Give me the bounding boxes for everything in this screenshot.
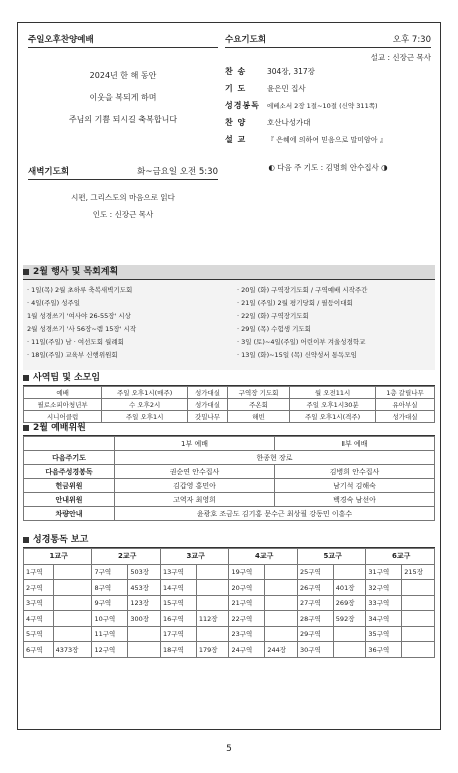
ministry-table [23,386,435,423]
events-section [23,265,435,370]
table-cell: 성가대실 [188,399,228,411]
order-key: 성경봉독 [225,101,260,110]
table-cell: 34구역 [366,611,402,627]
table-cell [265,564,298,580]
table-cell [128,642,161,658]
table-row [24,549,435,565]
event-item: · 21일 (주일) 2월 평기당회 / 필등이대회 [237,299,353,307]
table-cell: 453장 [128,580,161,596]
ministry-title: 사역팀 및 소모임 [33,373,101,383]
table-cell: 5구역 [24,626,54,642]
reading-section [23,533,435,658]
table-cell [402,595,435,611]
table-cell: 1층 갈릴나무 [376,387,435,399]
table-cell: 10구역 [92,611,128,627]
table-cell: 503장 [128,564,161,580]
table-cell [196,580,229,596]
table-header: 3교구 [160,549,228,565]
table-cell: 18구역 [160,642,196,658]
table-cell [265,611,298,627]
table-cell: 592장 [333,611,366,627]
table-row [24,580,435,596]
worship-title: 2월 예배위원 [33,423,86,433]
table-cell: 월 오전11시 [290,387,376,399]
table-cell: 244장 [265,642,298,658]
order-key: 기 도 [225,84,247,93]
worship-table [23,436,435,521]
events-list [23,280,435,370]
reading-table [23,548,435,658]
table-cell: 32구역 [366,580,402,596]
dawn-line-2: 인도 : 신장근 목사 [92,210,154,219]
table-cell: 수 오후2시 [102,399,188,411]
table-cell [196,564,229,580]
table-cell: 1구역 [24,564,54,580]
square-bullet-icon [23,425,29,431]
table-cell: 31구역 [366,564,402,580]
service-info [18,23,440,265]
afternoon-service [28,33,218,220]
square-bullet-icon [23,375,29,381]
table-header: 6교구 [366,549,435,565]
wednesday-time: 오후 7:30 [392,35,431,45]
table-cell: 3구역 [24,595,54,611]
table-cell: 9구역 [92,595,128,611]
dawn-header [28,165,218,180]
table-cell: 한종현 장로 [115,451,435,465]
table-cell [265,626,298,642]
table-cell [53,580,92,596]
order-key: 설 교 [225,135,247,144]
table-cell [24,437,115,451]
table-cell [333,564,366,580]
table-cell: 33구역 [366,595,402,611]
events-title: 2월 행사 및 목회계획 [33,267,119,277]
table-row [24,493,435,507]
table-cell: 시니어클럽 [24,411,102,423]
table-cell: 29구역 [297,626,333,642]
table-cell: 김병희 안수집사 [274,465,434,479]
square-bullet-icon [23,537,29,543]
table-cell: 구역장 기도회 [227,387,289,399]
wednesday-header [225,33,431,48]
table-cell: 21구역 [229,595,265,611]
table-cell: 27구역 [297,595,333,611]
table-cell: 성가대실 [188,387,228,399]
table-row [24,564,435,580]
table-row [24,611,435,627]
order-row [225,114,431,131]
table-cell: 성가대실 [376,411,435,423]
row-label: 다음주기도 [24,451,115,465]
dawn-time: 화~금요일 오전 5:30 [137,167,218,177]
square-bullet-icon [23,269,29,275]
table-cell: 2구역 [24,580,54,596]
table-header: 5교구 [297,549,365,565]
ministry-title-bar [23,371,435,386]
table-cell: 6구역 [24,642,54,658]
table-cell [196,595,229,611]
table-header: Ⅱ부 예배 [274,437,434,451]
event-item: 1월 성경쓰기 '여사야 26-55장' 시상 [27,312,131,320]
table-cell: 269장 [333,595,366,611]
message-line-2: 이웃을 복되게 하며 [89,93,157,102]
table-header: 4교구 [229,549,297,565]
table-cell: 권순연 안수집사 [115,465,275,479]
table-cell [402,626,435,642]
table-cell [196,626,229,642]
table-row [24,399,435,411]
table-cell: 4373장 [53,642,92,658]
table-cell: 예배 [24,387,102,399]
table-cell [402,580,435,596]
table-cell: 8구역 [92,580,128,596]
event-item: · 29일 (목) 수험생 기도회 [237,325,311,333]
row-label: 헌금위원 [24,479,115,493]
table-cell: 26구역 [297,580,333,596]
table-cell: 112장 [196,611,229,627]
table-cell [265,580,298,596]
table-row [24,437,435,451]
table-cell: 25구역 [297,564,333,580]
table-cell: 123장 [128,595,161,611]
afternoon-title: 주일오후찬양예배 [28,33,218,48]
table-cell [333,626,366,642]
table-header: 2교구 [92,549,160,565]
table-cell [265,595,298,611]
table-cell: 215장 [402,564,435,580]
table-row [24,507,435,521]
table-cell: 30구역 [297,642,333,658]
worship-title-bar [23,421,435,436]
table-cell: 19구역 [229,564,265,580]
table-cell: 15구역 [160,595,196,611]
table-header: 1부 예배 [115,437,275,451]
events-title-bar [23,265,435,280]
event-item: · 13일 (화)~15일 (목) 신약성서 통독모임 [237,351,357,359]
order-key: 찬 송 [225,67,247,76]
table-cell: 고역자 최영희 [115,493,275,507]
message-line-3: 주님의 기쁨 되시길 축복합니다 [68,115,178,124]
message-line-1: 2024년 한 해 동안 [89,71,157,80]
order-value: 호산나성가대 [267,118,311,127]
table-cell: 김갑영 홍민아 [115,479,275,493]
table-header: 1교구 [24,549,92,565]
table-cell: 백경숙 남선아 [274,493,434,507]
table-cell: 주일 오후1시 [102,411,188,423]
ministry-section [23,371,435,423]
bulletin-page [17,22,441,730]
table-row [24,642,435,658]
table-cell: 401장 [333,580,366,596]
table-cell: 35구역 [366,626,402,642]
table-cell [333,642,366,658]
table-cell: 주일 오후1시(격주) [290,411,376,423]
event-item: 2월 성경쓰기 '사 56장~렘 15장' 시작 [27,325,137,333]
table-row [24,595,435,611]
table-cell: 필로소피아청년부 [24,399,102,411]
table-cell: 13구역 [160,564,196,580]
table-cell [402,611,435,627]
reading-title-bar [23,533,435,548]
event-item: · 4일(주일) 성주일 [27,299,81,307]
table-cell: 179장 [196,642,229,658]
table-cell: 22구역 [229,611,265,627]
table-row [24,479,435,493]
table-row [24,626,435,642]
table-cell [53,626,92,642]
next-prayer: ◐ 다음 주 기도 : 김명희 안수집사 ◑ [268,163,388,172]
table-cell: 11구역 [92,626,128,642]
row-label: 다음주성경봉독 [24,465,115,479]
table-cell [53,611,92,627]
event-item: · 20일 (화) 구역장기도회 / 구역예배 시작주간 [237,286,368,294]
table-cell: 4구역 [24,611,54,627]
order-value: 에베소서 2장 1절~10절 (신약 311쪽) [267,102,378,110]
table-cell: 12구역 [92,642,128,658]
event-item: · 18일(주일) 교육부 신행위원회 [27,351,118,359]
table-cell [402,642,435,658]
table-cell: 28구역 [297,611,333,627]
table-row [24,451,435,465]
table-cell: 갓밀나무 [188,411,228,423]
row-label: 안내위원 [24,493,115,507]
table-row [24,387,435,399]
table-cell [53,564,92,580]
order-row [225,80,431,97]
table-cell: 36구역 [366,642,402,658]
reading-body [24,564,435,657]
table-cell: 유아부실 [376,399,435,411]
order-value: 윤은민 집사 [267,84,306,93]
table-cell [53,595,92,611]
order-key: 찬 양 [225,118,247,127]
table-cell: 해빈 [227,411,289,423]
wednesday-service [225,33,431,173]
dawn-title: 새벽기도회 [28,167,70,177]
reading-title: 성경통독 보고 [33,535,89,545]
table-cell: 주일 오후1시(매주) [102,387,188,399]
table-cell: 윤광호 조금도 김기홍 문수근 최상필 강동민 이흥수 [115,507,435,521]
table-cell [128,626,161,642]
table-cell: 16구역 [160,611,196,627]
event-item: · 1일(목) 2월 초하루 축복새벽기도회 [27,286,133,294]
order-value: 『 은혜에 의하여 믿음으로 말미암아 』 [267,136,387,144]
table-cell: 300장 [128,611,161,627]
event-item: · 3일 (토)~4일(주일) 어린이부 겨울성경학교 [237,338,366,346]
order-row [225,63,431,80]
table-cell: 17구역 [160,626,196,642]
wednesday-title: 수요기도회 [225,35,267,45]
table-cell: 23구역 [229,626,265,642]
event-item: · 22일 (화) 구역장기도회 [237,312,309,320]
table-cell: 20구역 [229,580,265,596]
row-label: 차량안내 [24,507,115,521]
table-cell: 24구역 [229,642,265,658]
order-row [225,131,431,148]
table-cell: 14구역 [160,580,196,596]
table-cell: 주온회 [227,399,289,411]
order-row [225,97,431,114]
dawn-line-1: 시편, 그리스도의 마음으로 읽다 [71,193,175,202]
table-cell: 남기석 김해숙 [274,479,434,493]
table-cell: 7구역 [92,564,128,580]
event-item: · 11일(주일) 남 · 여선도회 월례회 [27,338,124,346]
page-number: 5 [226,744,232,754]
order-value: 304장, 317장 [267,67,315,76]
table-row [24,465,435,479]
table-cell: 주일 오후1시30분 [290,399,376,411]
preacher: 설교 : 신장근 목사 [370,53,431,62]
worship-section [23,421,435,521]
